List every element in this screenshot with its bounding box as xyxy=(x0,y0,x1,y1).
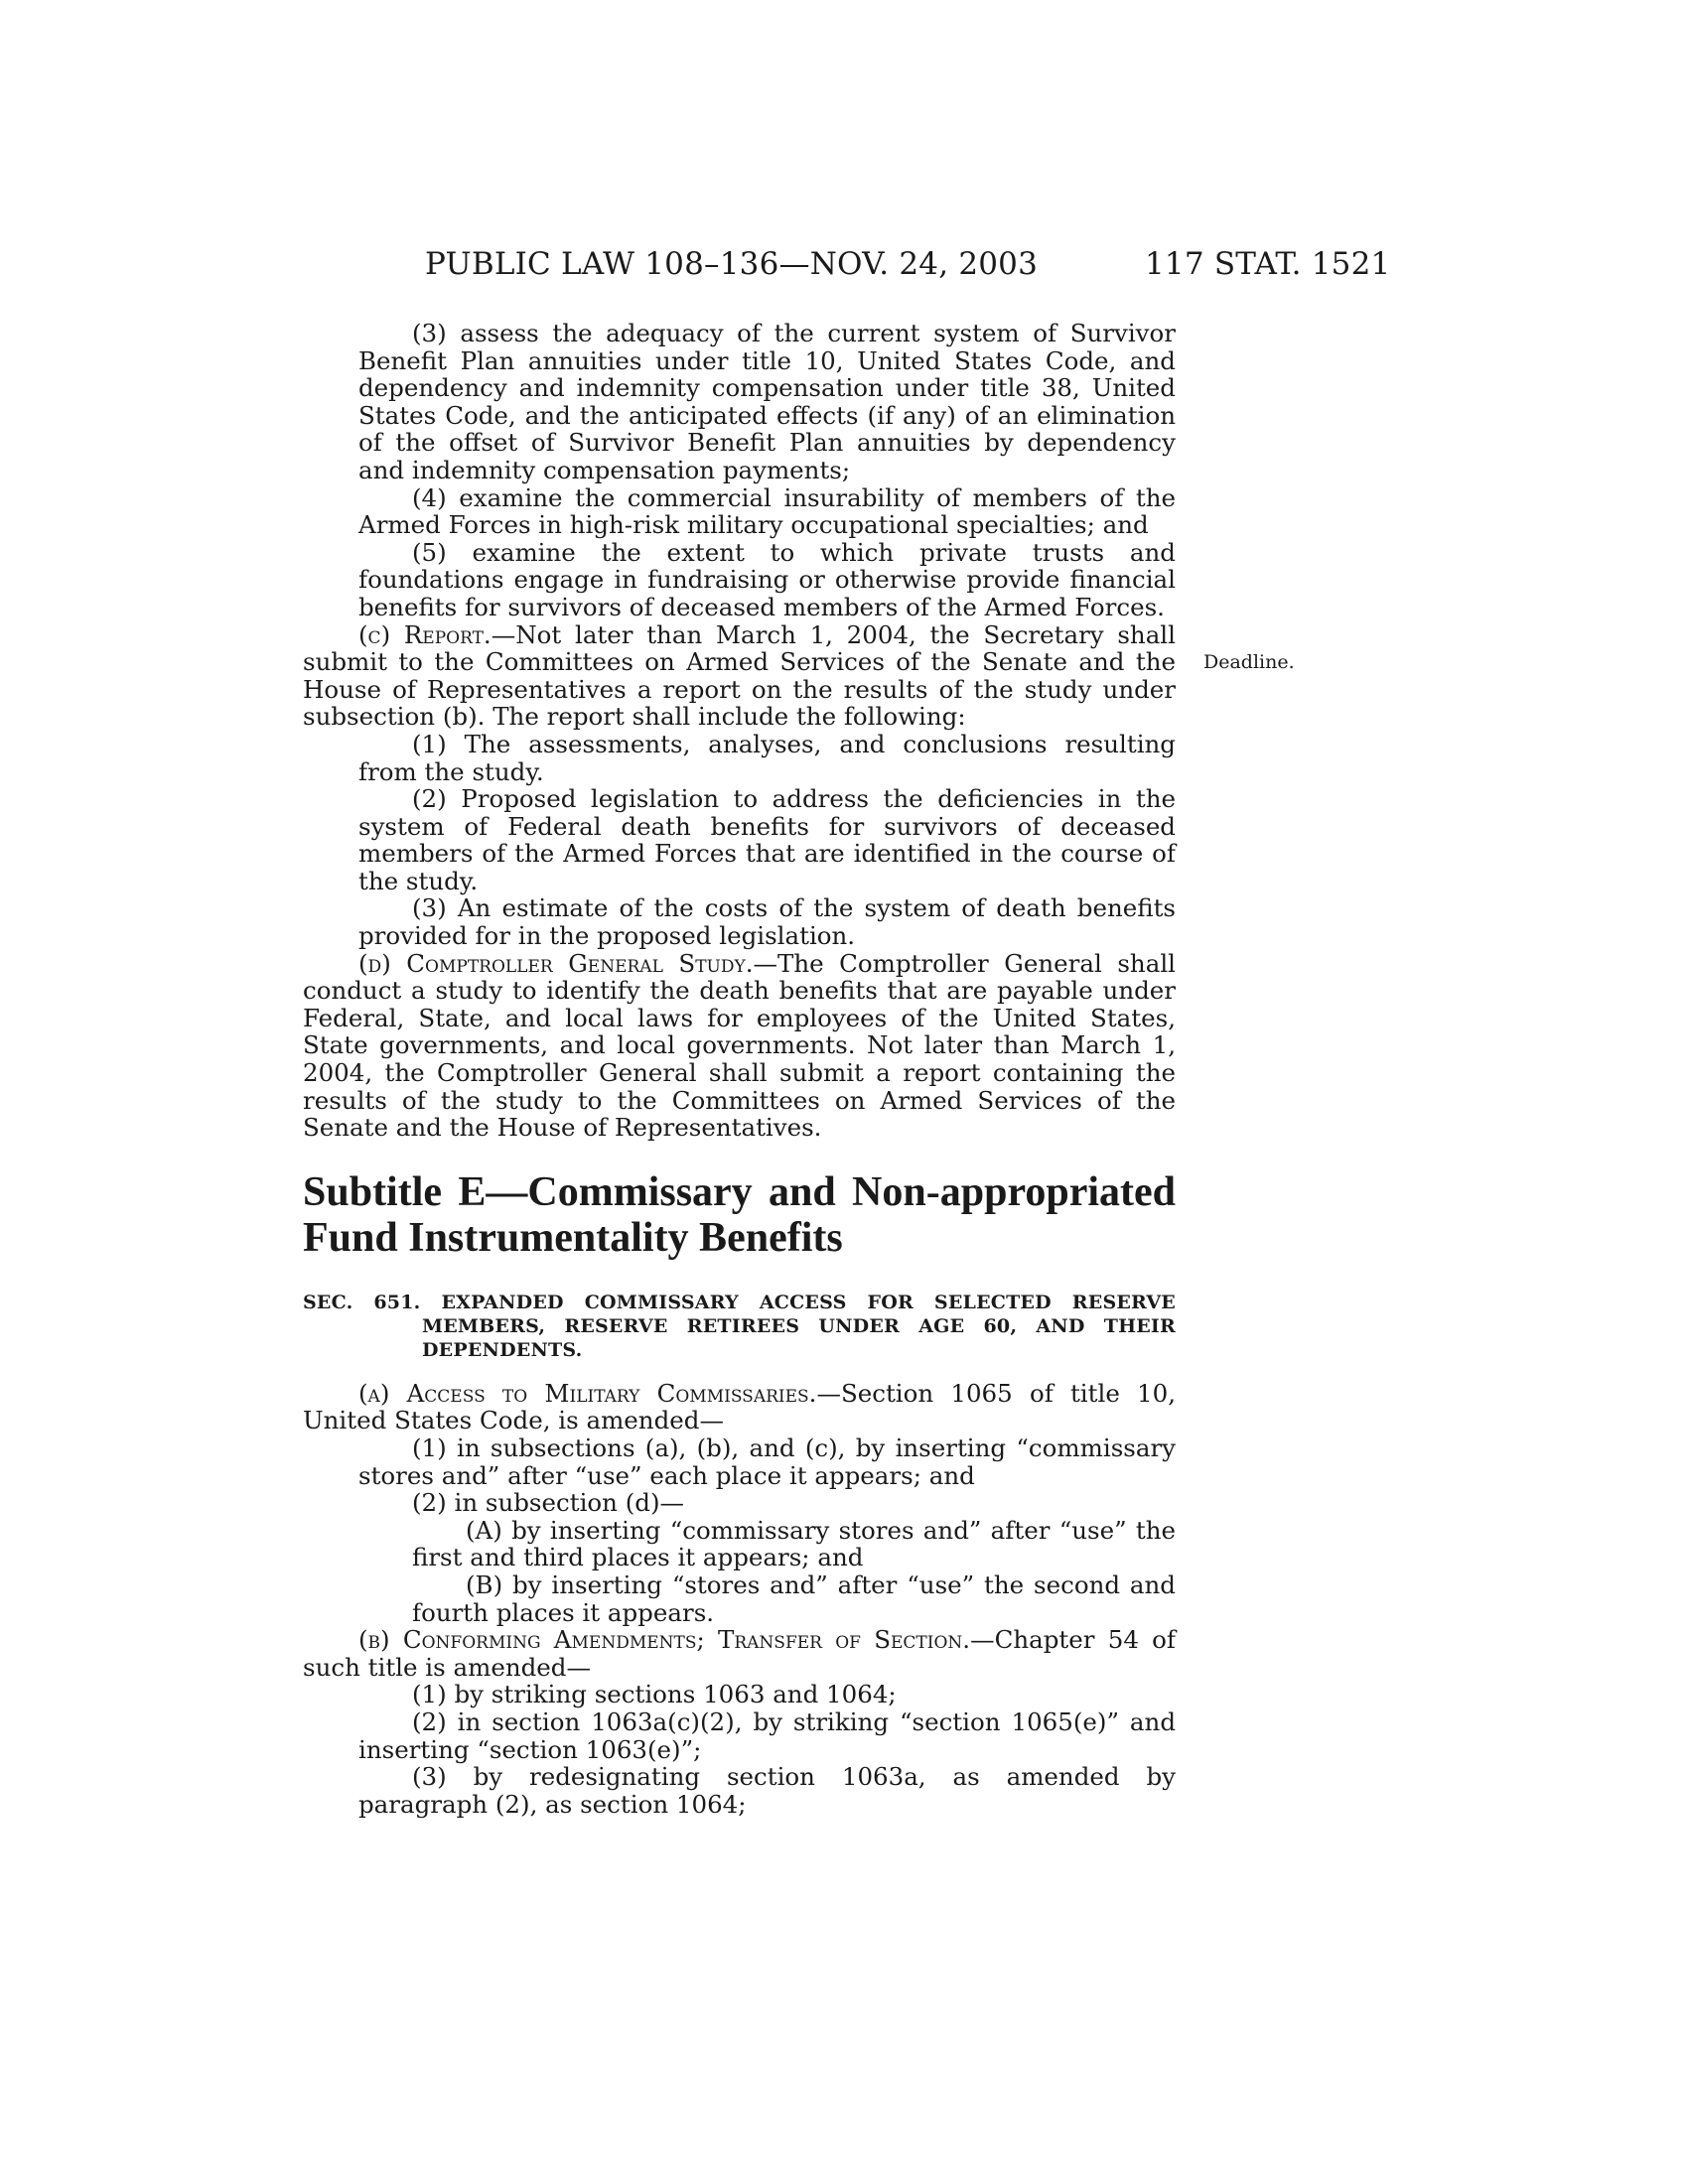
subsection-b-heading: (b) Conforming Amendments; Transfer of Section. xyxy=(358,1625,971,1655)
subsection-c-item-3: (3) An estimate of the costs of the system of death benefits provided for in the proposed legislation. xyxy=(358,893,1176,951)
subsection-a-heading: (a) Access to Military Commissaries. xyxy=(358,1378,817,1408)
document-body xyxy=(303,320,1176,1818)
paragraph-3: (3) assess the adequacy of the current system of Survivor Benefit Plan annuities under title 10, United States Code, and dependency and indemnity compensation under title 38, United States Code, and the anticipated effects (if any) of an elimination of the offset of Survivor Benefit Plan annuities by dependency and indemnity compensation payments; xyxy=(358,319,1176,484)
paragraph-5: (5) examine the extent to which private trusts and foundations engage in fundraising or otherwise provide financial benefits for survivors of deceased members of the Armed Forces. xyxy=(358,537,1176,621)
page-header xyxy=(0,246,1688,286)
section-gap xyxy=(303,1362,1176,1380)
subsection-b-item-1: (1) by striking sections 1063 and 1064; xyxy=(412,1680,897,1709)
subsection-d-heading: (d) Comptroller General Study. xyxy=(358,948,754,978)
subsection-a-item-2: (2) in subsection (d)— xyxy=(412,1488,685,1518)
margin-note-deadline: Deadline. xyxy=(1203,651,1295,673)
subsection-a-text: —Section 1065 of title 10, United States Code, is amended— xyxy=(303,1378,1176,1435)
subsection-c-item-1: (1) The assessments, analyses, and conclusions resulting from the study. xyxy=(358,729,1176,786)
subsection-b-text: —Chapter 54 of such title is amended— xyxy=(303,1625,1176,1682)
subtitle-heading: Subtitle E—Commissary and Non-appropriated Fund Instrumentality Benefits xyxy=(303,1168,1176,1261)
subsection-c xyxy=(303,621,1176,731)
subsection-d-text: —The Comptroller General shall conduct a study to identify the death benefits that are payable under Federal, State, and local laws for employees of the United States, State governments, and local governments. Not later than March 1, 2004, the Comptroller General shall submit a report containing the results of the study to the Committees on Armed Services of the Senate and the House of Representatives. xyxy=(303,948,1176,1143)
subsection-a xyxy=(303,1380,1176,1434)
subsection-a-item-2A: (A) by inserting “commissary stores and” after “use” the first and third places it appears; and xyxy=(412,1515,1176,1572)
header-page-number: 117 STAT. 1521 xyxy=(1145,246,1391,282)
subsection-c-text: —Not later than March 1, 2004, the Secretary shall submit to the Committees on Armed Services of the Senate and the House of Representatives a report on the results of the study under subsection (b). The report shall include the following: xyxy=(303,619,1176,732)
subsection-d xyxy=(303,950,1176,1142)
header-title: PUBLIC LAW 108–136—NOV. 24, 2003 xyxy=(425,246,1039,282)
subsection-c-heading: (c) Report. xyxy=(358,619,492,649)
subsection-c-item-2: (2) Proposed legislation to address the deficiencies in the system of Federal death benefits for survivors of deceased members of the Armed Forces that are identified in the course of the study. xyxy=(358,784,1176,895)
section-heading: SEC. 651. EXPANDED COMMISSARY ACCESS FOR SELECTED RESERVE MEMBERS, RESERVE RETIREES UNDER AGE 60, AND THEIR DEPENDENTS. xyxy=(303,1291,1176,1361)
subsection-b-item-2: (2) in section 1063a(c)(2), by striking “section 1065(e)” and inserting “section 1063(e)”; xyxy=(358,1706,1176,1764)
paragraph-4: (4) examine the commercial insurability of members of the Armed Forces in high-risk military occupational specialties; and xyxy=(358,482,1176,540)
subsection-b-item-3: (3) by redesignating section 1063a, as amended by paragraph (2), as section 1064; xyxy=(358,1762,1176,1819)
subsection-a-item-2B: (B) by inserting “stores and” after “use” the second and fourth places it appears. xyxy=(412,1570,1176,1627)
subsection-a-item-1: (1) in subsections (a), (b), and (c), by inserting “commissary stores and” after “use” each place it appears; and xyxy=(358,1433,1176,1490)
subsection-b xyxy=(303,1626,1176,1681)
